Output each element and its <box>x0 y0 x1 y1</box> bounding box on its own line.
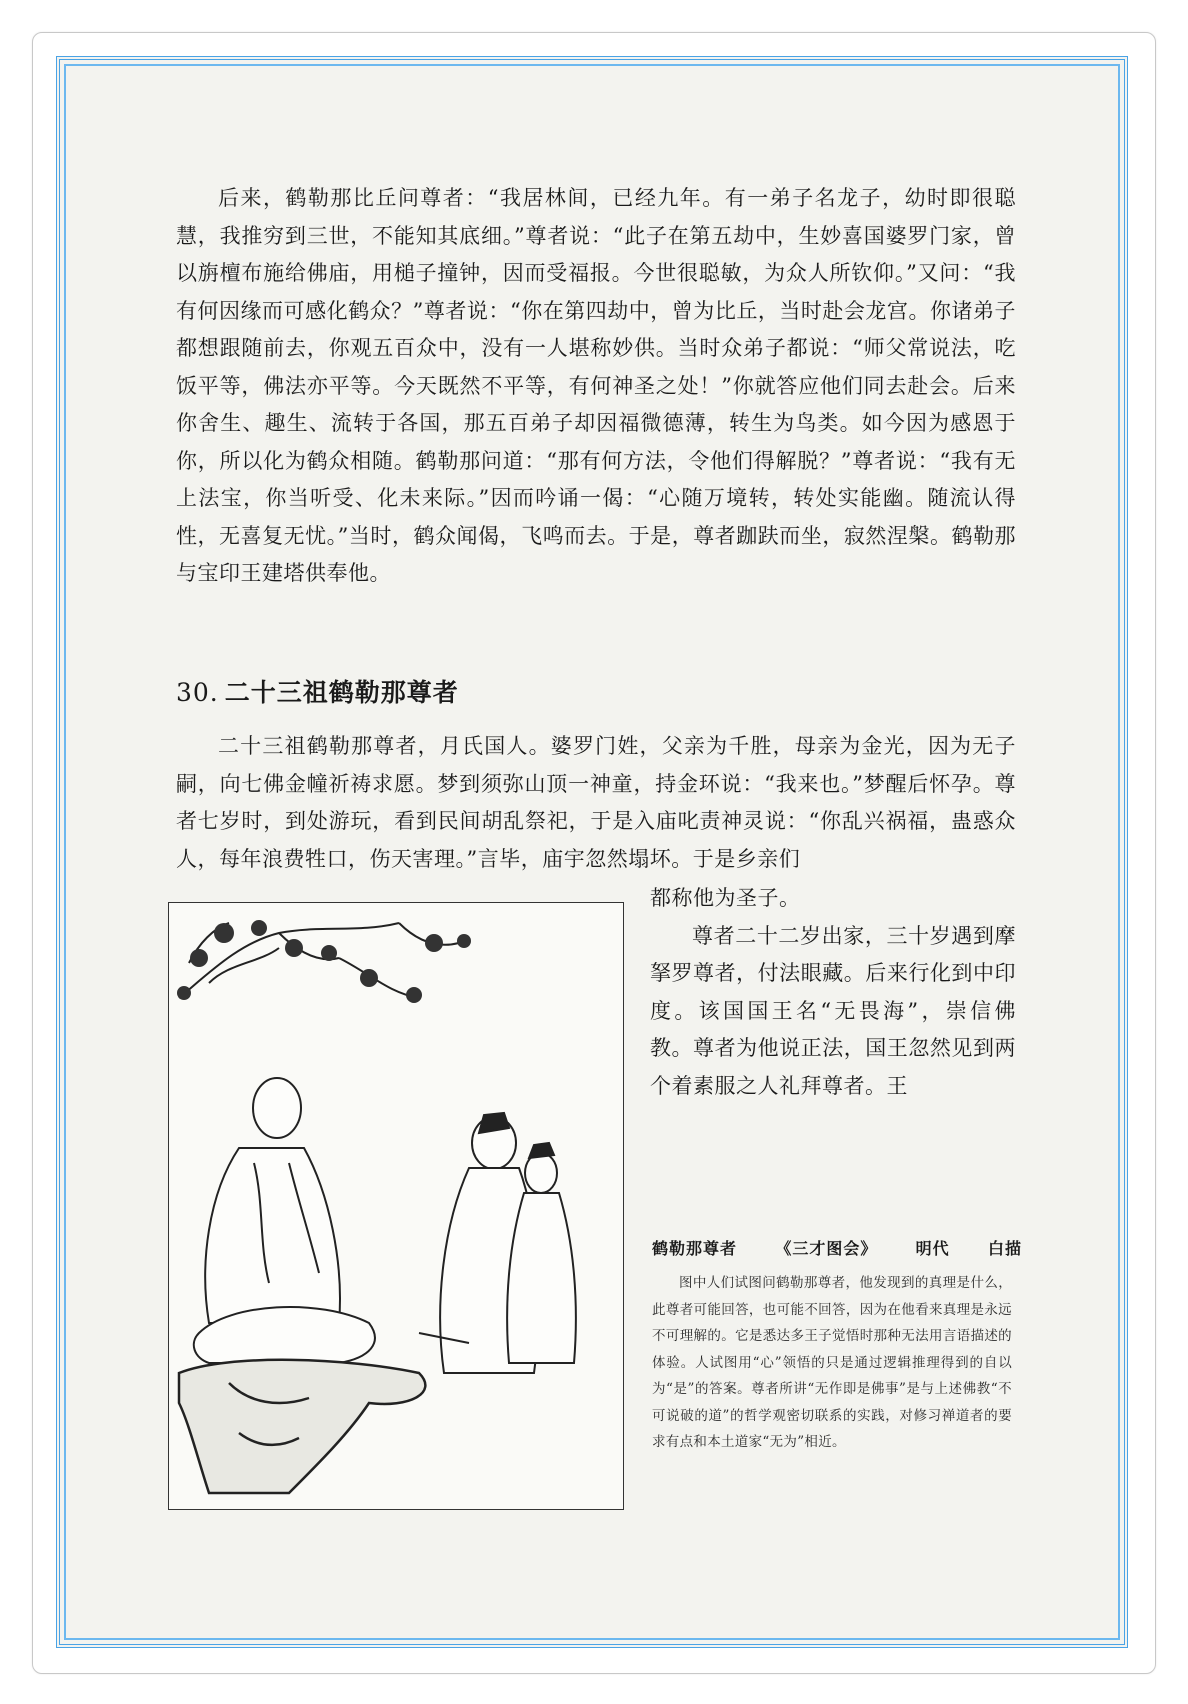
rock <box>179 1360 425 1493</box>
tree-leaves <box>177 920 471 1003</box>
paragraph-2-continued: 都称他为圣子。 <box>650 886 801 910</box>
caption-subject: 鹤勒那尊者 <box>652 1239 738 1258</box>
illustration-drawing <box>169 903 622 1508</box>
text-block-middle <box>176 728 1016 878</box>
text-block-right <box>650 880 1016 1105</box>
text-block-top <box>176 180 1016 593</box>
caption-medium: 白描 <box>987 1239 1022 1258</box>
paragraph-3: 尊者二十二岁出家，三十岁遇到摩拏罗尊者，付法眼藏。后来行化到中印度。该国国王名“无畏海”，崇信佛教。尊者为他说正法，国王忽然见到两个着素服之人礼拜尊者。王 <box>650 923 1016 1098</box>
paragraph-2: 二十三祖鹤勒那尊者，月氏国人。婆罗门姓，父亲为千胜，母亲为金光，因为无子嗣，向七佛金幢祈祷求愿。梦到须弥山顶一神童，持金环说：“我来也。”梦醒后怀孕。尊者七岁时，到处游玩，看到民间胡乱祭祀，于是入庙叱责神灵说：“你乱兴祸福，蛊惑众人，每年浪费牲口，伤天害理。”言毕，庙宇忽然塌坏。于是乡亲们 <box>176 734 1016 871</box>
section-number: 30. <box>176 678 219 707</box>
caption-heading <box>652 1236 1022 1259</box>
ink-illustration <box>168 902 624 1510</box>
standing-figures <box>440 1113 576 1373</box>
section-heading <box>176 673 459 709</box>
caption-body: 图中人们试图问鹤勒那尊者，他发现到的真理是什么，此尊者可能回答，也可能不回答，因为在他看来真理是永远不可理解的。它是悉达多王子觉悟时那种无法用言语描述的体验。人试图用“心”领悟的只是通过逻辑推理得到的自以为“是”的答案。尊者所讲“无作即是佛事”是与上述佛教“不可说破的道”的哲学观密切联系的实践，对修习禅道者的要求有点和本土道家“无为”相近。 <box>652 1275 1012 1450</box>
caption-source: 《三才图会》 <box>775 1239 878 1258</box>
seated-monk-figure <box>194 1078 375 1363</box>
paragraph-1: 后来，鹤勒那比丘问尊者：“我居林间，已经九年。有一弟子名龙子，幼时即很聪慧，我推穷到三世，不能知其底细。”尊者说：“此子在第五劫中，生妙喜国婆罗门家，曾以旃檀布施给佛庙，用槌子撞钟，因而受福报。今世很聪敏，为众人所钦仰。”又问：“我有何因缘而可感化鹤众？”尊者说：“你在第四劫中，曾为比丘，当时赴会龙宫。你诸弟子都想跟随前去，你观五百众中，没有一人堪称妙供。当时众弟子都说：“师父常说法，吃饭平等，佛法亦平等。今天既然不平等，有何神圣之处！”你就答应他们同去赴会。后来你舍生、趣生、流转于各国，那五百弟子却因福微德薄，转生为鸟类。如今因为感恩于你，所以化为鹤众相随。鹤勒那问道：“那有何方法，令他们得解脱？”尊者说：“我有无上法宝，你当听受、化未来际。”因而吟诵一偈：“心随万境转，转处实能幽。随流认得性，无喜复无忧。”当时，鹤众闻偈，飞鸣而去。于是，尊者跏趺而坐，寂然涅槃。鹤勒那与宝印王建塔供奉他。 <box>176 186 1016 585</box>
caption-era: 明代 <box>915 1239 950 1258</box>
section-title-text: 二十三祖鹤勒那尊者 <box>224 678 459 707</box>
